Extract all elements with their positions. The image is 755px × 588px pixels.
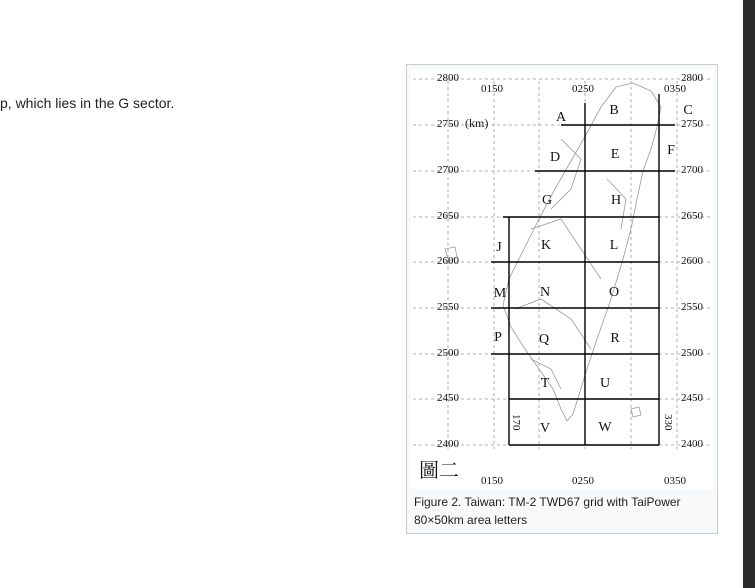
meridian-label-left: 170 [510,414,522,431]
tick-label: 0250 [572,83,594,95]
tick-label: 2800 [437,72,459,84]
map-image[interactable] [411,69,713,489]
sector-letters [494,103,693,436]
tick-label: 2500 [437,347,459,359]
sector-letter: J [496,240,502,255]
sector-letter: C [683,103,693,118]
sector-letter: R [610,331,620,346]
tick-label: 2600 [437,255,459,267]
sector-letter: K [540,238,552,253]
sector-letter: N [539,285,551,300]
unit-label: (km) [465,116,489,130]
sector-letter: Q [538,332,550,347]
tick-label: 2650 [681,210,703,222]
figure-caption: Figure 2. Taiwan: TM-2 TWD67 grid with TaiPower 80×50km area letters [414,495,681,527]
sector-letter: W [598,420,612,435]
y-axis-labels-left [437,72,460,450]
taiwan-outline [445,83,661,421]
tick-label: 2700 [437,164,459,176]
tick-label: 2550 [681,301,703,313]
tick-label: 2700 [681,164,703,176]
x-axis-labels-top [481,83,687,95]
sector-letter: L [609,238,619,253]
sector-letter: E [610,147,620,162]
tick-label: 0250 [572,475,594,487]
tick-label: 0150 [481,83,503,95]
tick-label: 2550 [437,301,459,313]
sector-letter: P [494,330,502,345]
sector-letter: T [540,376,550,391]
sector-grid [491,94,675,445]
sector-letter: H [610,193,622,208]
meridian-label-right: 330 [662,414,674,431]
sector-letter: F [667,143,675,158]
tick-label: 2650 [437,210,459,222]
sector-letter: M [493,286,507,301]
tick-label: 2750 [681,118,703,130]
tick-label: 2450 [437,392,459,404]
tick-label: 0350 [664,475,686,487]
sector-letter: A [555,110,567,125]
tick-label: 2400 [437,438,459,450]
article-text: p, which lies in the G sector. [0,95,175,111]
sector-letter: U [599,376,611,391]
tick-label: 2400 [681,438,703,450]
tw-grid-map [411,69,713,489]
sector-letter: D [549,150,561,165]
tick-label: 2800 [681,72,703,84]
tick-label: 0150 [481,475,503,487]
tick-label: 2450 [681,392,703,404]
y-axis-labels-right [681,72,704,450]
x-axis-labels-bottom [481,475,687,487]
figure-title: 圖二 [419,458,459,482]
tick-label: 2750 [437,118,459,130]
sector-letter: V [539,421,551,436]
scrollbar-track[interactable] [743,0,755,588]
sector-letter: G [541,193,553,208]
sector-letter: B [609,103,619,118]
tick-label: 0350 [664,83,686,95]
sector-letter: O [608,285,620,300]
tick-label: 2500 [681,347,703,359]
figure-thumbnail [406,64,718,534]
tick-label: 2600 [681,255,703,267]
